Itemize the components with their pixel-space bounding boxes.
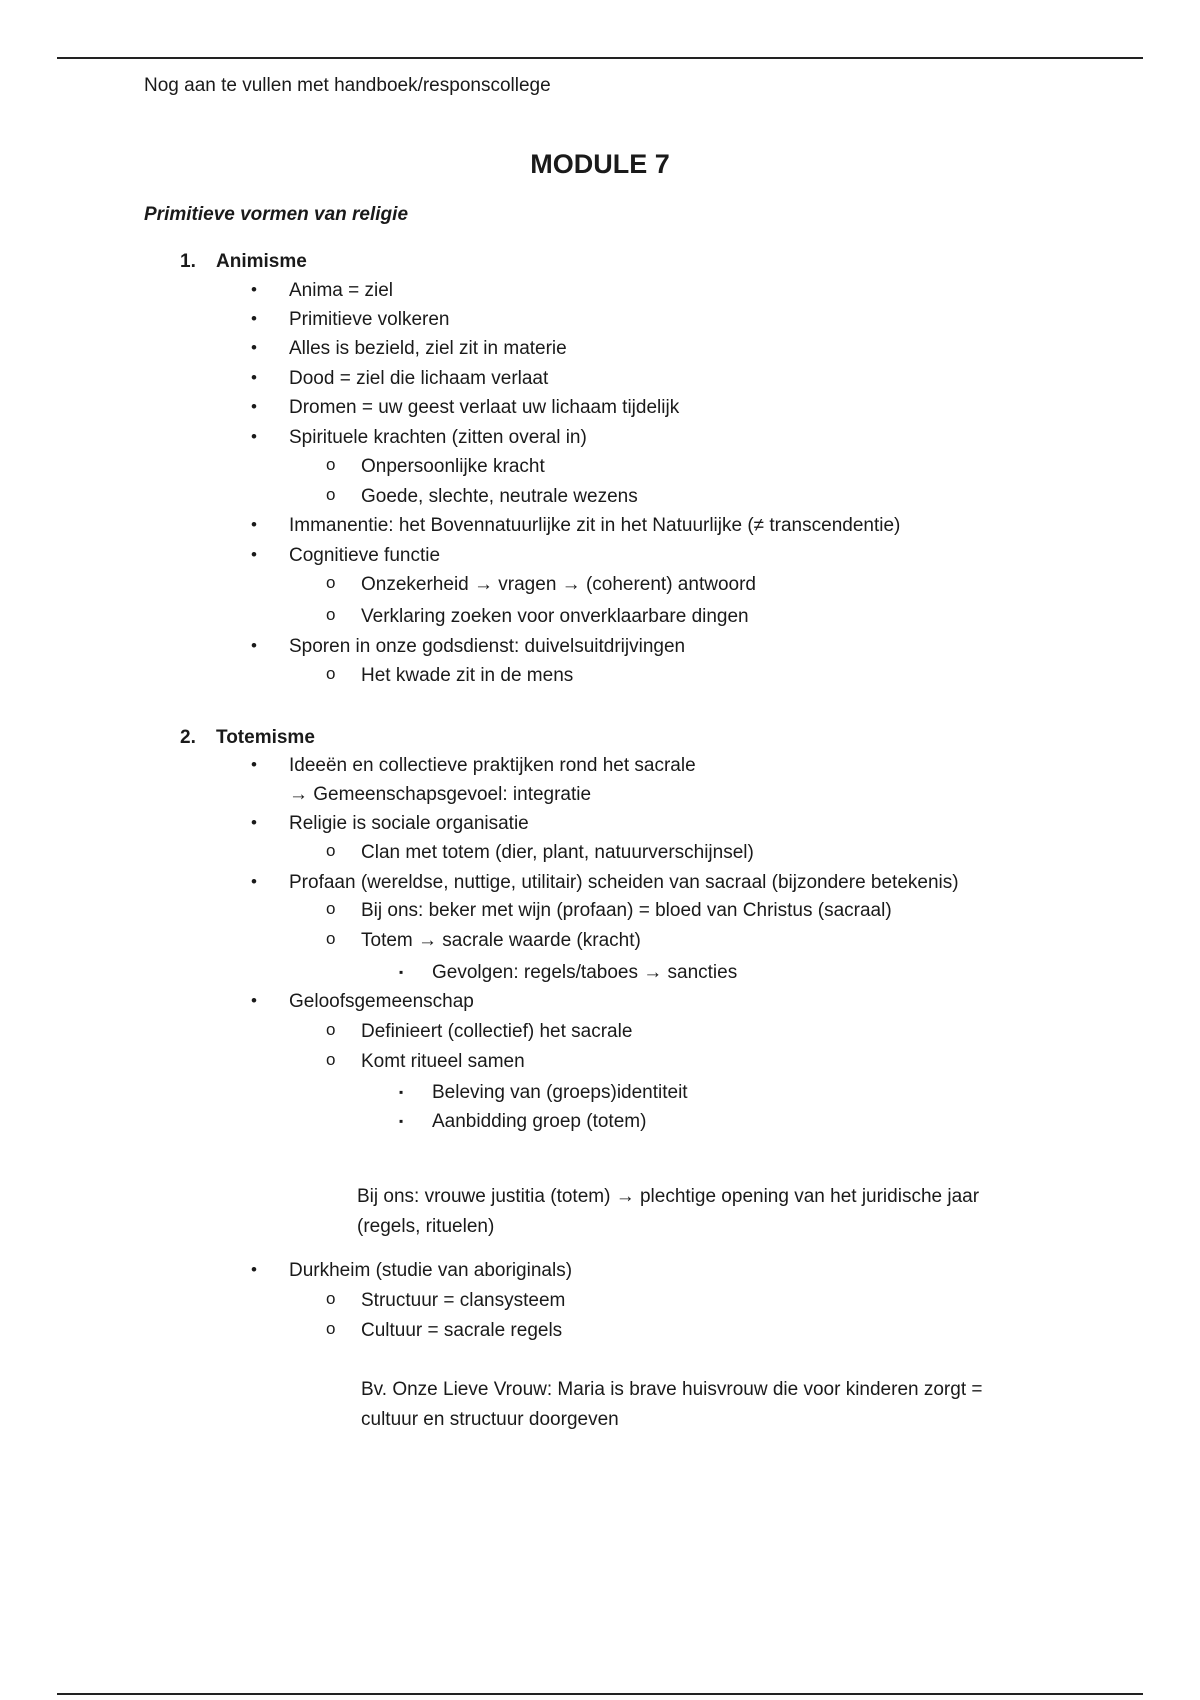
circle-marker: o <box>326 664 336 683</box>
circle-marker: o <box>326 1050 336 1069</box>
bullet-marker: • <box>251 755 257 774</box>
section-heading-text: Animisme <box>216 251 307 272</box>
circle-marker: o <box>326 455 336 474</box>
bullet-marker: • <box>251 368 257 387</box>
bullet-marker: • <box>251 280 257 299</box>
example-paragraph-line: Bij ons: vrouwe justitia (totem) → plechtige opening van het juridische jaar <box>357 1186 980 1207</box>
bullet-marker: • <box>251 397 257 416</box>
bullet-marker: • <box>251 636 257 655</box>
bullet-marker: • <box>251 338 257 357</box>
section-subtitle: Primitieve vormen van religie <box>144 204 409 225</box>
circle-marker: o <box>326 841 336 860</box>
bullet-marker: • <box>251 545 257 564</box>
page-title: MODULE 7 <box>530 149 670 179</box>
header-note: Nog aan te vullen met handboek/responscollege <box>144 75 551 96</box>
bullet-marker: • <box>251 1260 257 1279</box>
square-marker: ▪ <box>399 1114 404 1128</box>
bullet-marker: • <box>251 427 257 446</box>
list-item-continuation: → Gemeenschapsgevoel: integratie <box>289 784 592 805</box>
section-number: 2. <box>180 727 196 748</box>
circle-marker: o <box>326 573 336 592</box>
bullet-marker: • <box>251 813 257 832</box>
section-heading-text: Totemisme <box>216 727 315 748</box>
bullet-marker: • <box>251 991 257 1010</box>
bullet-marker: • <box>251 872 257 891</box>
bullet-marker: • <box>251 309 257 328</box>
circle-marker: o <box>326 1020 336 1039</box>
bottom-rule <box>57 1693 1143 1695</box>
example-paragraph-line: cultuur en structuur doorgeven <box>361 1409 619 1430</box>
circle-marker: o <box>326 929 336 948</box>
section-number: 1. <box>180 251 196 272</box>
square-marker: ▪ <box>399 1085 404 1099</box>
circle-marker: o <box>326 899 336 918</box>
circle-marker: o <box>326 605 336 624</box>
bullet-marker: • <box>251 515 257 534</box>
square-marker: ▪ <box>399 965 404 979</box>
circle-marker: o <box>326 1289 336 1308</box>
document-page: Nog aan te vullen met handboek/responscollege MODULE 7 Primitieve vormen van religie 1. Animisme • Anima = ziel • Primitieve volkeren • Alles is bezield, ziel zit in materie • Dood = ziel die lichaam verlaat • Dromen = uw geest verlaat uw lichaam tijdelijk • Spirituele krachten (zitten overal in) o Onpersoonlijke kracht o Goede, slechte, neutrale wezens • Immanentie: het Bovennatuurlijke zit in het Natuurlijke (≠ transcendentie) • Cognitieve functie o Onzekerheid → vragen → (coherent) antwoord o Verklaring zoeken voor onverklaarbare dingen • Sporen in onze godsdienst: duivelsuitdrijvingen o Het kwade zit in de mens 2. Totemisme • Ideeën en collectieve praktijken rond het sacrale → Gemeenschapsgevoel: integratie • Religie is sociale organisatie o Clan met totem (dier, plant, natuurverschijnsel) • Profaan (wereldse, nuttige, utilitair) scheiden van sacraal (bijzondere betekenis) o Bij ons: beker met wijn (profaan) = bloed van Christus (sacraal) o Totem → sacrale waarde (kracht) ▪ Gevolgen: regels/taboes → sancties • Geloofsgemeenschap o Definieert (collectief) het sacrale o Komt ritueel samen ▪ Beleving van (groeps)identiteit ▪ Aanbidding groep (totem) Bij ons: vrouwe justitia (totem) → plechtige opening van het juridische jaar (regels, rituelen) • Durkheim (studie van aboriginals) o Structuur = clansysteem o Cultuur = sacrale regels Bv. Onze Lieve Vrouw: Maria is brave huisvrouw die voor kinderen zorgt = cultuur en structuur doorgeven <box>0 0 1200 1700</box>
example-paragraph-line: Bv. Onze Lieve Vrouw: Maria is brave huisvrouw die voor kinderen zorgt = <box>361 1379 983 1400</box>
example-paragraph-line: (regels, rituelen) <box>357 1216 495 1237</box>
circle-marker: o <box>326 1319 336 1338</box>
circle-marker: o <box>326 485 336 504</box>
